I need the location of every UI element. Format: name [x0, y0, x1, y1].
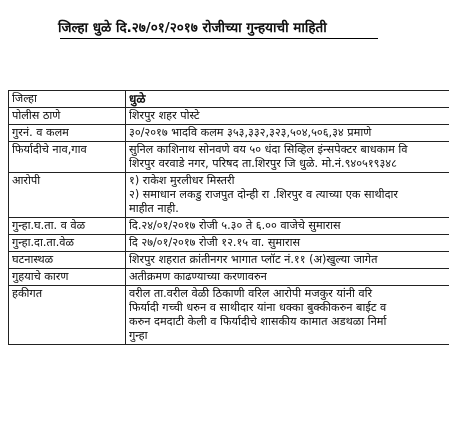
table-row: [9, 269, 449, 286]
field-value-line: १) राकेश मुरलीधर मिस्तरी: [129, 174, 235, 187]
field-value-line: दि.२४/०१/२०१७ रोजी ५.३० ते ६.०० वाजेचे सुमारास: [129, 219, 341, 232]
field-value: [126, 286, 449, 345]
field-value: [126, 142, 449, 173]
table-row: [9, 218, 449, 235]
field-label: गुरनं. व कलम: [9, 125, 126, 142]
field-value-line: सुनिल काशिनाथ सोनवणे वय ५० धंदा सिव्हिल इंन्सपेक्टर बाधकाम वि: [129, 143, 408, 156]
field-label: पोलीस ठाणे: [9, 108, 126, 125]
field-value: [126, 269, 449, 286]
crime-info-table: [8, 90, 449, 345]
field-value-line: शिरपुर शहरात क्रांतीनगर भागात प्लॉट नं.११ (अ)खुल्या जागेत: [129, 253, 378, 266]
field-value-line: ३०/२०१७ भादवि कलम ३५३,३३२,३२३,५०४,५०६,३४ प्रमाणे: [129, 126, 372, 139]
field-label: आरोपी: [9, 173, 126, 218]
title-underline: [60, 38, 378, 39]
table-row: [9, 173, 449, 218]
table-row: [9, 286, 449, 345]
table-row: [9, 108, 449, 125]
field-value-line: धुळे: [129, 92, 146, 106]
field-value-line: शिरपुर शहर पोस्टे: [129, 109, 200, 122]
field-value-line: करुन दमदाटी केली व फिर्यादीचे शासकीय कामात अडथळा निर्मा: [129, 315, 387, 328]
field-value: [126, 108, 449, 125]
field-label: फिर्यादीचे नाव,गाव: [9, 142, 126, 173]
field-value: [126, 173, 449, 218]
field-label: गुन्हा.दा.ता.वेळ: [9, 235, 126, 252]
page-title: जिल्हा धुळे दि.२७/०१/२०१७ रोजीच्या गुन्हयाची माहिती: [58, 20, 327, 36]
field-value-line: गुन्हा: [129, 329, 148, 342]
table-row: [9, 235, 449, 252]
field-value: [126, 125, 449, 142]
field-value-line: माहीत नाही.: [129, 202, 179, 215]
field-label: गुन्हा.घ.ता. व वेळ: [9, 218, 126, 235]
table-row: [9, 252, 449, 269]
table-row: [9, 125, 449, 142]
field-value: [126, 218, 449, 235]
field-value-line: अतीक्रमण काढण्याच्या करणावरुन: [129, 270, 267, 283]
field-label: घटनास्थळ: [9, 252, 126, 269]
field-label: हकीगत: [9, 286, 126, 345]
field-value-line: दि २७/०१/२०१७ रोजी १२.१५ वा. सुमारास: [129, 236, 301, 249]
field-value-line: २) समाधान लकडु राजपुत दोन्ही रा .शिरपुर व त्याच्या एक साथीदार: [129, 188, 398, 201]
field-label: जिल्हा: [9, 91, 126, 108]
field-value-line: फिर्यादी गच्ची धरुन व साथीदार यांना धक्का बुक्कीकरुन बाईट व: [129, 301, 387, 314]
table-row: [9, 91, 449, 108]
field-value-line: शिरपुर वरवाडे नगर, परिषद ता.शिरपुर जि धुळे. मो.नं.९४०५१९३४८: [129, 157, 397, 170]
field-value: [126, 91, 449, 108]
field-value: [126, 252, 449, 269]
table-row: [9, 142, 449, 173]
field-value: [126, 235, 449, 252]
field-value-line: वरील ता.वरील वेळी ठिकाणी वरिल आरोपी मजकुर यांनी वरि: [129, 287, 373, 300]
field-label: गुहयाचे कारण: [9, 269, 126, 286]
